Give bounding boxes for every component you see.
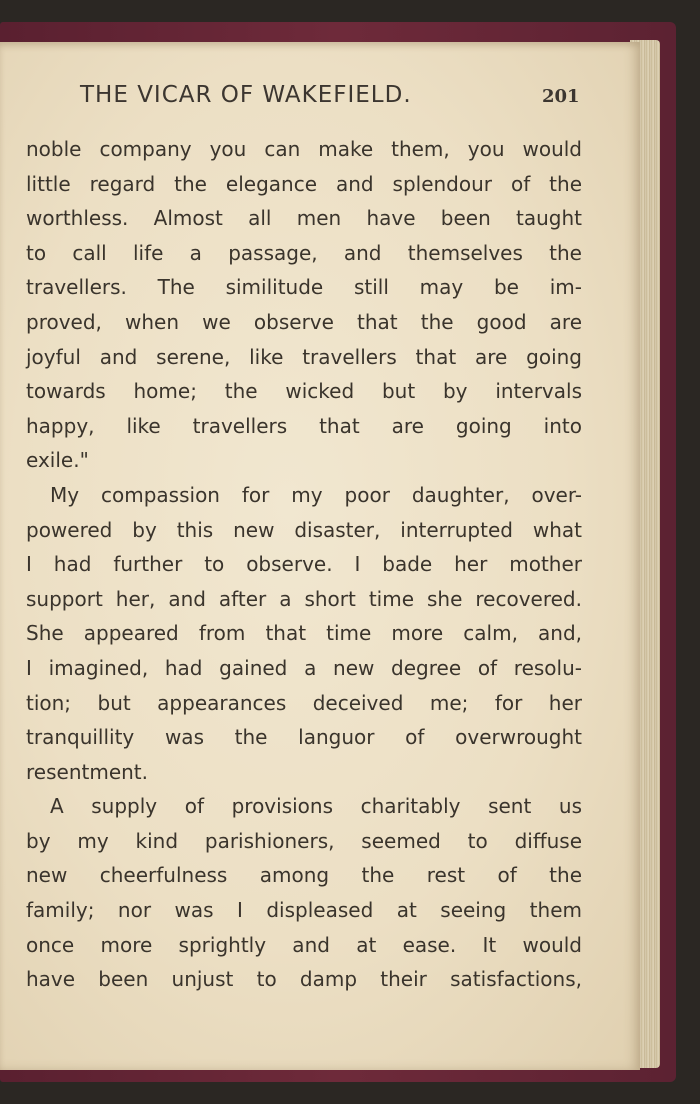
header-title: THE VICAR OF WAKEFIELD. xyxy=(80,82,412,108)
text-line: I imagined, had gained a new degree of resolu- xyxy=(26,655,582,680)
text-line: once more sprightly and at ease. It would xyxy=(26,932,582,957)
running-head xyxy=(0,82,640,112)
text-line: little regard the elegance and splendour of the xyxy=(26,171,582,196)
text-line: tion; but appearances deceived me; for her xyxy=(26,690,582,715)
text-line: have been unjust to damp their satisfactions, xyxy=(26,967,582,992)
text-line: tranquillity was the languor of overwrought xyxy=(26,725,582,750)
text-line: joyful and serene, like travellers that are going xyxy=(26,344,582,369)
text-line: exile." xyxy=(26,448,89,473)
text-line: to call life a passage, and themselves the xyxy=(26,240,582,265)
text-line: A supply of provisions charitably sent us xyxy=(50,794,582,819)
text-line: by my kind parishioners, seemed to diffuse xyxy=(26,828,582,853)
text-line: new cheerfulness among the rest of the xyxy=(26,863,582,888)
text-line: powered by this new disaster, interrupted what xyxy=(26,517,582,542)
text-line: proved, when we observe that the good are xyxy=(26,309,582,334)
text-line: towards home; the wicked but by intervals xyxy=(26,379,582,404)
text-line: resentment. xyxy=(26,759,148,784)
book-page xyxy=(0,42,640,1070)
text-line: She appeared from that time more calm, and, xyxy=(26,621,582,646)
text-line: My compassion for my poor daughter, over- xyxy=(50,482,582,507)
body-text xyxy=(26,132,582,997)
page-number: 201 xyxy=(542,86,580,107)
text-line: happy, like travellers that are going into xyxy=(26,413,582,438)
text-line: I had further to observe. I bade her mother xyxy=(26,552,582,577)
text-line: travellers. The similitude still may be im- xyxy=(26,275,582,300)
text-line: support her, and after a short time she recovered. xyxy=(26,586,582,611)
text-line: worthless. Almost all men have been taught xyxy=(26,206,582,231)
text-line: family; nor was I displeased at seeing them xyxy=(26,898,582,923)
text-line: noble company you can make them, you would xyxy=(26,137,582,161)
